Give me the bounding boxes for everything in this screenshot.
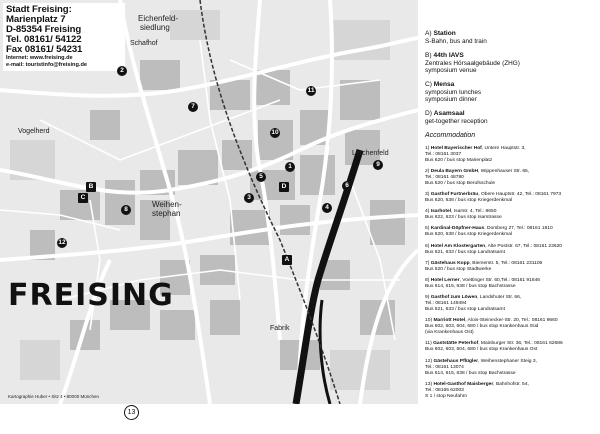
marker-2[interactable]: 2: [117, 66, 127, 76]
hotel-line: Tel.: 08161 149494: [425, 301, 467, 307]
venue-line: symposium dinner: [425, 96, 477, 104]
hotel-line: Bus 620, 638 / bus stop Kriegerdenkmal: [425, 232, 512, 238]
hotel-line: Bus 602, 603, 604, 680 / bus stop Krankenhaus Ost: [425, 347, 538, 353]
marker-1[interactable]: 1: [285, 162, 295, 172]
hotel-number: 3): [425, 191, 431, 197]
venue-title: [425, 110, 597, 118]
hotel-item: [425, 359, 597, 377]
hotel-number: 1): [425, 145, 431, 151]
hotel-item: [425, 341, 597, 353]
marker-6[interactable]: 6: [342, 181, 352, 191]
venue-item: [425, 30, 597, 46]
marker-3[interactable]: 3: [244, 193, 254, 203]
label-siedlung: siedlung: [140, 23, 170, 32]
hotel-name: Hotel Bayerischer Hof: [430, 145, 482, 151]
hotel-number: 5): [425, 226, 431, 232]
venue-name: Mensa: [433, 80, 455, 88]
marker-d[interactable]: D: [279, 182, 289, 192]
venue-line: symposium venue: [425, 67, 477, 75]
marker-c[interactable]: C: [78, 193, 88, 203]
venue-line: get-together reception: [425, 117, 488, 125]
hotel-name: Hotel-Gasthof Maisberger: [433, 381, 494, 387]
label-fabrik: Fabrik: [270, 325, 290, 332]
hotel-name: Hotel Lerner: [430, 277, 460, 283]
address-city: D-85354 Freising: [6, 24, 82, 35]
hotel-name: Gästehaus Pflügler: [433, 358, 479, 364]
hotel-line: Bus 621, 633 / bus stop Landratsamt: [425, 307, 505, 313]
hotel-name: Marriott Hotel: [433, 318, 466, 324]
hotel-line: Bus 622, 623 / bus stop Isarstrasse: [425, 215, 502, 221]
marker-7[interactable]: 7: [188, 102, 198, 112]
label-lerchenfeld: Lerchenfeld: [352, 150, 389, 157]
address-box: [3, 3, 125, 71]
marker-4[interactable]: 4: [322, 203, 332, 213]
hotel-number: 7): [425, 260, 431, 266]
label-stephan: stephan: [152, 209, 181, 218]
venue-list: [425, 30, 597, 126]
venue-key: C): [425, 80, 434, 88]
page-number-badge: 13: [124, 405, 139, 420]
hotel-line: Tel.: 08161 3037: [425, 151, 462, 157]
address-tel: Tel. 08161/ 54122: [6, 34, 82, 45]
venue-key: D): [425, 109, 434, 117]
venue-line: S-Bahn, bus and train: [425, 38, 487, 45]
hotel-number: 6): [425, 243, 431, 249]
hotel-item: [425, 209, 597, 221]
marker-a[interactable]: A: [282, 255, 292, 265]
hotel-detail: , Voettinger Str. 60,Tel.: 08161 91646: [459, 277, 541, 283]
hotel-name: Deula Bayern GmbH: [430, 168, 479, 174]
venue-name: Asamsaal: [433, 109, 465, 117]
marker-b[interactable]: B: [86, 182, 96, 192]
hotel-line: S 1 / stop Neufahrn: [425, 393, 468, 399]
marker-10[interactable]: 10: [271, 129, 279, 136]
hotel-name: Gaststätte Peterhof: [433, 341, 479, 347]
venue-title: [425, 52, 597, 60]
venue-name: Station: [433, 30, 456, 37]
hotel-detail: , Mainburger Str. 36, Tel.: 08161 62686: [478, 341, 563, 347]
address-fax: Fax 08161/ 54231: [6, 44, 83, 55]
label-weihen: Weihen-: [152, 200, 182, 209]
legend-sidebar: [425, 30, 597, 405]
hotel-name: Gasthof Furtnerbräu: [430, 191, 479, 197]
label-eichenfeld: Eichenfeld-: [138, 14, 179, 23]
hotel-name: Hotel Am Klostergarten: [430, 243, 486, 249]
hotel-line: Bus 621, 633 / bus stop Landratsamt: [425, 249, 505, 255]
hotel-item: [425, 261, 597, 273]
marker-8[interactable]: 8: [121, 205, 131, 215]
hotel-detail: , Isarstr. 4, Tel.: 8650: [451, 209, 497, 215]
marker-11[interactable]: 11: [307, 87, 315, 94]
hotel-detail: , Alte Poststr. 67, Tel.: 08161 23620: [485, 243, 563, 249]
marker-12[interactable]: 12: [58, 239, 66, 246]
hotel-detail: , Landshuter Str. 66,: [477, 295, 522, 301]
hotel-number: 9): [425, 295, 431, 301]
hotel-item: [425, 226, 597, 238]
hotel-detail: , Wippenhauser Str. 65,: [478, 168, 530, 174]
venue-key: A): [425, 30, 434, 37]
venue-key: B): [425, 51, 434, 59]
marker-9[interactable]: 9: [373, 160, 383, 170]
hotel-detail: , Weihenstephaner Steig 3,: [478, 358, 537, 364]
hotel-item: [425, 192, 597, 204]
address-web: Internet: www.freising.de: [6, 55, 73, 61]
hotel-number: 12): [425, 358, 434, 364]
hotel-item: [425, 382, 597, 400]
venue-line: Zentrales Hörsaalgebäude (ZHG): [425, 59, 520, 67]
hotel-item: [425, 244, 597, 256]
hotel-detail: , Bahnhofstr. 54,: [493, 381, 529, 387]
hotel-name: Gästehaus Kopp: [430, 260, 470, 266]
accommodation-heading: Accommodation: [425, 131, 476, 139]
hotel-number: 13): [425, 381, 434, 387]
hotel-line: Bus 620, 638 / bus stop Kriegerdenkmal: [425, 197, 512, 203]
hotel-detail: , Alois-Steinecker-Str. 20, Tel.: 08161 9660: [465, 318, 558, 324]
hotel-line: Bus 620 / bus stop Berufsschule: [425, 180, 496, 186]
venue-item: [425, 81, 597, 104]
hotel-line: Tel.: 08165 62003: [425, 387, 464, 393]
hotel-line: Bus 614, 615, 638 / bus stop Bachstrasse: [425, 370, 516, 376]
city-title: FREISING: [8, 278, 174, 313]
hotel-item: [425, 295, 597, 313]
hotel-detail: , Biemerstr. 5, Tel.: 08161 231105: [469, 260, 543, 266]
hotel-name: Isarhotel: [430, 209, 452, 215]
map-credit: Kartographie Huber • Sitz 4 • 80000 München: [8, 394, 99, 399]
hotel-line: Bus 620 / bus stop Marienplatz: [425, 157, 493, 163]
label-vogelherd: Vogelherd: [18, 128, 50, 135]
hotel-line: Bus 620 / bus stop Stadtwerke: [425, 266, 492, 272]
label-schafhof: Schafhof: [130, 40, 158, 47]
venue-title: [425, 30, 597, 38]
address-email: e-mail: touristinfo@freising.de: [6, 62, 87, 68]
hotel-detail: , Untere Hauptstr. 3,: [481, 145, 526, 151]
venue-title: [425, 81, 597, 89]
marker-5[interactable]: 5: [256, 172, 266, 182]
address-org: Stadt Freising:: [6, 4, 72, 15]
hotel-name: Kardinal-Döpfner-Haus: [430, 226, 485, 232]
hotel-number: 11): [425, 341, 434, 347]
hotel-list: [425, 146, 597, 400]
hotel-number: 10): [425, 318, 434, 324]
hotel-detail: , Domberg 27, Tel.: 08161 1810: [484, 226, 553, 232]
venue-line: symposium lunches: [425, 88, 482, 96]
hotel-item: [425, 318, 597, 336]
address-street: Marienplatz 7: [6, 14, 66, 25]
hotel-line: Tel.: 08161 48780: [425, 174, 464, 180]
hotel-item: [425, 278, 597, 290]
venue-name: 44th IAVS: [433, 51, 464, 59]
venue-item: [425, 52, 597, 75]
hotel-number: 4): [425, 209, 431, 215]
venue-item: [425, 110, 597, 126]
hotel-item: [425, 169, 597, 187]
hotel-line: Bus 602, 603, 604, 680 / bus stop Krankenhaus Süd: [425, 324, 539, 330]
hotel-detail: , Obere Hauptstr. 42, Tel.: 08161 7973: [478, 191, 562, 197]
hotel-line: Bus 614, 615, 638 / bus stop Bachstrasse: [425, 283, 516, 289]
hotel-number: 8): [425, 277, 431, 283]
hotel-line: (via Krankenhaus Ost): [425, 330, 474, 336]
hotel-name: Gasthof zum Löwen: [430, 295, 478, 301]
hotel-number: 2): [425, 168, 431, 174]
hotel-line: Tel.: 08161 13074: [425, 364, 464, 370]
hotel-item: [425, 146, 597, 164]
